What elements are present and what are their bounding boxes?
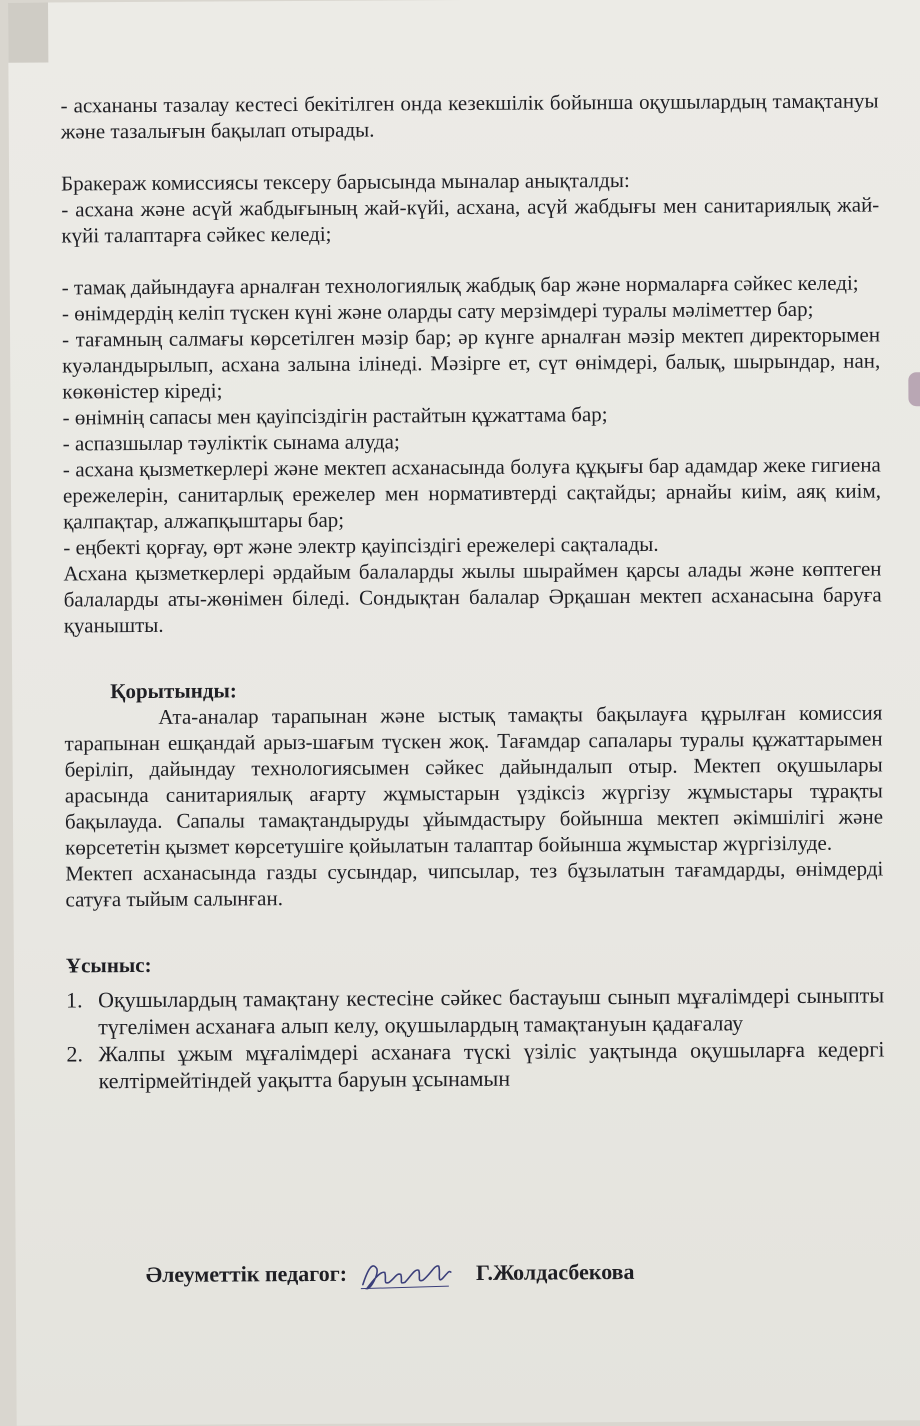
signature-name: Г.Жолдасбекова	[475, 1259, 635, 1285]
paragraph-equipment: - асхана және асүй жабдығының жай-күйі, асхана, асүй жабдығы мен санитариялық жай-күйі талаптарға сәйкес келеді;	[61, 192, 880, 248]
conclusion-body: Ата-аналар тарапынан және ыстық тамақты бақылауға құрылған комиссия тарапынан ешқандай арыз-шағым түскен жоқ. Тағамдар сапалары туралы құжаттарымен беріліп, дайындау технологиясымен сәйкес дайындалып отыр. Мектеп оқушылары арасында санитариялық ағарту жұмыстарын үздіксіз жүргізу жұмыстары тұрақты бақылауда. Сапалы тамақтандыруды ұйымдастыру бойынша мектеп әкімшілігі және көрсететін қызмет көрсетушіге қойылатын талаптар бойынша жұмыстар жүргізілуде.	[64, 700, 884, 860]
signature-line	[146, 1257, 635, 1294]
handwritten-signature-icon	[358, 1258, 454, 1293]
paragraph-staff: Асхана қызметкерлері әрдайым балаларды жылы шыраймен қарсы алады және көптеген балаларды аты-жөнімен біледі. Сондықтан балалар Әрқашан мектеп асханасына баруға қуанышты.	[63, 556, 882, 638]
document-body	[61, 87, 885, 1094]
list-item: 2. Жалпы ұжым мұғалімдері асханаға түскі үзіліс уақтында оқушыларға кедергі келтірмейтіндей уақытта баруын ұсынамын	[66, 1036, 885, 1094]
signature-role: Әлеуметтік педагог:	[145, 1260, 348, 1288]
paragraph-hygiene: - асхана қызметкерлері және мектеп асханасында болуға құқығы бар адамдар жеке гигиена ережелерін, санитарлық ережелер мен нормативтерді сақтайды; арнайы киім, аяқ киім, қалпақтар, алжапқыштары бар;	[62, 452, 882, 534]
pen-tip	[908, 372, 920, 406]
paragraph-safety: - еңбекті қорғау, өрт және электр қауіпсіздігі ережелері сақталады.	[63, 531, 659, 560]
paper-corner	[8, 3, 48, 63]
conclusion-body-2: Мектеп асханасында газды сусындар, чипсылар, тез бұзылатын тағамдарды, өнімдерді сатуға тыйым салынған.	[65, 856, 884, 912]
conclusion-heading: Қорытынды:	[110, 678, 237, 704]
document-page	[8, 0, 920, 1426]
list-item: 1. Оқушылардың тамақтану кестесіне сәйкес бастауыш сынып мұғалімдері сыныпты түгелімен асханаға алып келу, оқушылардың тамақтануын қадағалау	[66, 982, 885, 1040]
paragraph-documents: - өнімнің сапасы мен қауіпсіздігін растайтын құжаттама бар;	[62, 402, 608, 430]
paragraph-dates: - өнімдердің келіп түскен күні және оларды сату мерзімдері туралы мәліметтер бар;	[61, 296, 814, 326]
recommendation-heading: Ұсыныс:	[65, 952, 152, 978]
paragraph-technology: - тамақ дайындауға арналған технологиялық жабдық бар және нормаларға сәйкес келеді;	[61, 270, 859, 300]
paragraph-cleaning-schedule: - асхананы тазалау кестесі бекітілген онда кезекшілік бойынша оқушылардың тамақтануы және тазалығын бақылап отырады.	[60, 88, 879, 144]
paragraph-menu: - тағамның салмағы көрсетілген мәзір бар; әр күнге арналған мәзір мектеп директорымен куәландырылып, асхана залына ілінеді. Мәзірге ет, сүт өнімдері, балық, шырындар, нан, көкөністер кіреді;	[61, 322, 881, 404]
paragraph-findings-intro: Бракераж комиссиясы тексеру барысында мыналар анықталды:	[61, 167, 630, 196]
paragraph-samples: - аспазшылар тәуліктік сынама алуда;	[62, 429, 400, 456]
recommendation-list	[66, 981, 885, 1094]
